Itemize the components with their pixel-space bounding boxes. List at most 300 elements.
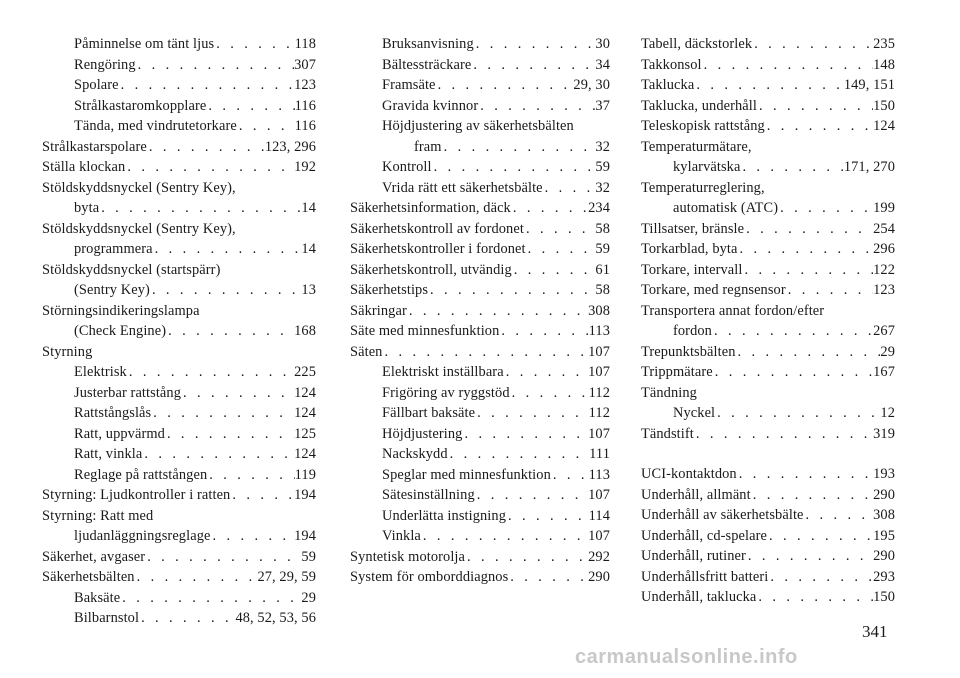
page-reference: 225: [294, 364, 316, 380]
index-term: Tillsatser, bränsle: [641, 220, 745, 237]
index-term-continuation: byta: [74, 200, 100, 216]
page-reference: 29: [880, 343, 895, 360]
dot-leader: [475, 403, 589, 424]
dot-leader: [736, 342, 881, 363]
page-reference: 37: [595, 97, 610, 114]
index-term-continuation: (Check Engine): [74, 323, 167, 339]
index-term: Underhållsfritt batteri: [641, 568, 769, 585]
dot-leader: [712, 321, 873, 342]
page-reference: 107: [588, 528, 610, 544]
dot-leader: [738, 239, 874, 260]
page-reference: 111: [589, 446, 610, 462]
index-term: Baksäte: [74, 589, 121, 606]
index-subentry: [350, 96, 610, 117]
index-entry: [42, 342, 316, 363]
index-entry: [42, 547, 316, 568]
page-reference: 171, 270: [843, 159, 895, 175]
dot-leader: [214, 34, 294, 55]
page-reference: 124: [294, 405, 316, 421]
dot-leader: [740, 157, 843, 178]
index-term: Säkerhetsinformation, däck: [350, 200, 511, 216]
index-term: Nackskydd: [382, 446, 448, 462]
index-term: Justerbar rattstång: [74, 384, 181, 401]
index-entry: [641, 301, 895, 342]
index-term: Styrning: Ratt med: [42, 507, 154, 524]
page-reference: 149, 151: [843, 77, 895, 93]
index-entry: [350, 301, 610, 322]
index-term: Säkerhetskontroll av fordonet: [350, 220, 524, 237]
index-term: Nyckel: [673, 405, 716, 421]
dot-leader: [153, 239, 302, 260]
dot-leader: [786, 280, 873, 301]
page-reference: 107: [588, 364, 610, 380]
dot-leader: [147, 137, 265, 158]
index-entry: [641, 96, 895, 117]
dot-leader: [543, 178, 596, 199]
index-term: Reglage på rattstången: [74, 466, 208, 483]
page-reference: 192: [294, 159, 316, 175]
page-reference: 124: [873, 118, 895, 134]
index-subentry: [350, 444, 610, 465]
index-subentry: [641, 403, 895, 424]
index-term: Strålkastaromkopplare: [74, 97, 207, 114]
page-reference: 32: [595, 138, 610, 155]
index-entry: [641, 383, 895, 404]
index-term: Rengöring: [74, 56, 136, 73]
page-reference: 61: [595, 261, 610, 278]
index-entry: [641, 219, 895, 240]
dot-leader: [737, 464, 873, 485]
page-reference: 290: [873, 548, 895, 564]
index-term: Styrning: [42, 343, 93, 360]
page-reference: 27, 29, 59: [257, 569, 316, 585]
index-entry: [42, 260, 316, 301]
page-reference: 319: [873, 425, 895, 442]
index-entry: [350, 239, 610, 260]
index-entry: [641, 34, 895, 55]
index-term: Strålkastarspolare: [42, 138, 147, 155]
page-reference: 148: [873, 56, 895, 73]
index-term: UCI-kontaktdon: [641, 466, 737, 482]
index-subentry: [350, 526, 610, 547]
index-term: Underhåll, taklucka: [641, 589, 757, 605]
page-reference: 119: [294, 466, 316, 483]
page-reference: 199: [873, 200, 895, 216]
index-entry: [350, 547, 610, 568]
page-reference: 308: [588, 302, 610, 319]
dot-leader: [99, 198, 301, 219]
dot-leader: [751, 485, 873, 506]
index-column-3: [641, 34, 895, 608]
index-entry: [641, 116, 895, 137]
index-subentry: [350, 75, 610, 96]
dot-leader: [752, 34, 873, 55]
index-term: Torkare, intervall: [641, 261, 743, 278]
page-reference: 59: [595, 159, 610, 175]
index-entry: [641, 485, 895, 506]
index-entry: [42, 567, 316, 588]
index-entry: [641, 137, 895, 178]
page-reference: 124: [294, 384, 316, 401]
dot-leader: [139, 608, 235, 629]
index-entry: [350, 219, 610, 240]
dot-leader: [506, 506, 589, 527]
dot-leader: [551, 465, 589, 486]
index-term: Tändning: [641, 384, 697, 401]
index-entry: [641, 342, 895, 363]
dot-leader: [474, 34, 596, 55]
page-reference: 12: [880, 405, 895, 421]
index-term: Säte med minnesfunktion: [350, 323, 500, 339]
index-subentry: [42, 608, 316, 629]
page-reference: 267: [873, 323, 895, 339]
dot-leader: [768, 567, 873, 588]
index-term: Säkerhetsbälten: [42, 569, 135, 585]
index-term: Trippmätare: [641, 364, 713, 380]
index-subentry: [42, 75, 316, 96]
index-subentry: [42, 55, 316, 76]
dot-leader: [136, 55, 294, 76]
index-entry: [641, 505, 895, 526]
index-subentry: [350, 157, 610, 178]
index-subentry: [42, 403, 316, 424]
index-entry: [42, 219, 316, 260]
dot-leader: [765, 116, 873, 137]
index-entry: [641, 424, 895, 445]
page-reference: 114: [588, 507, 610, 524]
dot-leader: [120, 588, 301, 609]
page-reference: 32: [595, 179, 610, 196]
index-entry: [350, 260, 610, 281]
dot-leader: [465, 547, 588, 568]
index-term: Stöldskyddsnyckel (startspärr): [42, 261, 221, 278]
index-term: Styrning: Ljudkontroller i ratten: [42, 487, 231, 503]
index-term: Temperaturreglering,: [641, 179, 765, 196]
page-reference: 48, 52, 53, 56: [235, 610, 316, 626]
index-term: Syntetisk motorolja: [350, 548, 466, 565]
dot-leader: [511, 198, 588, 219]
index-term: Tändstift: [641, 425, 694, 442]
index-subentry: [350, 506, 610, 527]
index-entry: [42, 485, 316, 506]
dot-leader: [478, 96, 595, 117]
index-term: Elektrisk: [74, 364, 127, 380]
dot-leader: [230, 485, 294, 506]
page-reference: 123: [873, 282, 895, 298]
dot-leader: [210, 526, 294, 547]
index-term: Teleskopisk rattstång: [641, 118, 765, 134]
dot-leader: [504, 362, 588, 383]
index-term: Transportera annat fordon/efter: [641, 302, 825, 319]
page-reference: 107: [588, 487, 610, 503]
dot-leader: [524, 219, 595, 240]
index-term: Takkonsol: [641, 56, 702, 73]
page-reference: 107: [588, 343, 610, 360]
page-reference: 30: [595, 36, 610, 52]
page-reference: 194: [294, 487, 316, 503]
index-term: Säkerhetskontroller i fordonet: [350, 241, 526, 257]
index-term: Trepunktsbälten: [641, 343, 736, 360]
index-term-continuation: fram: [414, 138, 442, 155]
index-column-1: [42, 34, 316, 629]
dot-leader: [127, 362, 294, 383]
index-term: Säten: [350, 343, 383, 360]
page-reference: 308: [873, 507, 895, 523]
index-term-continuation: kylarvätska: [673, 159, 741, 175]
watermark: carmanualsonline.info: [575, 646, 798, 668]
index-term-continuation: ljudanläggningsreglage: [74, 528, 211, 544]
index-subentry: [42, 362, 316, 383]
index-subentry: [42, 116, 316, 137]
index-entry: [641, 587, 895, 608]
index-term: Underhåll, rutiner: [641, 548, 746, 564]
index-term: Torkarblad, byta: [641, 241, 738, 257]
index-term: Höjdjustering av säkerhetsbälten: [382, 118, 574, 134]
index-subentry: [350, 178, 610, 199]
dot-leader: [744, 219, 873, 240]
index-subentry: [350, 424, 610, 445]
index-term: Rattstångslås: [74, 405, 152, 421]
dot-leader: [804, 505, 874, 526]
dot-leader: [135, 567, 258, 588]
index-subentry: [350, 403, 610, 424]
dot-leader: [181, 383, 294, 404]
page-reference: 125: [294, 425, 316, 442]
dot-leader: [166, 321, 294, 342]
page-reference: 123, 296: [264, 138, 316, 155]
index-entry: [641, 75, 895, 96]
index-term: Taklucka, underhåll: [641, 97, 757, 114]
index-term: Fällbart baksäte: [382, 405, 476, 421]
page-reference: 58: [595, 282, 610, 298]
page-reference: 59: [301, 548, 316, 565]
page-reference: 293: [873, 568, 895, 585]
page-reference: 112: [588, 384, 610, 401]
index-entry: [641, 178, 895, 219]
page-reference: 307: [294, 56, 316, 73]
dot-leader: [442, 137, 596, 158]
index-term-continuation: programmera: [74, 241, 153, 257]
index-subentry: [350, 383, 610, 404]
page-reference: 113: [588, 466, 610, 483]
dot-leader: [526, 239, 596, 260]
page-reference: 290: [873, 486, 895, 503]
index-term: Elektriskt inställbara: [382, 364, 504, 380]
index-term: Stöldskyddsnyckel (Sentry Key),: [42, 179, 236, 196]
dot-leader: [510, 383, 589, 404]
page-reference: 116: [294, 97, 316, 114]
index-term: Påminnelse om tänt ljus: [74, 36, 215, 52]
page-reference: 118: [294, 36, 316, 52]
page-reference: 292: [588, 548, 610, 565]
index-term: Stöldskyddsnyckel (Sentry Key),: [42, 220, 236, 237]
page-reference: 116: [294, 118, 316, 134]
dot-leader: [715, 403, 880, 424]
index-subentry: [42, 444, 316, 465]
index-term: Underlätta instigning: [382, 507, 506, 524]
index-term: Vrida rätt ett säkerhetsbälte: [382, 179, 543, 196]
index-entry: [42, 301, 316, 342]
index-term: Vinkla: [382, 528, 421, 544]
page-reference: 107: [588, 425, 610, 442]
page-reference: 122: [873, 261, 895, 278]
index-term: Bilbarnstol: [74, 610, 140, 626]
index-term: Gravida kvinnor: [382, 97, 479, 114]
dot-leader: [767, 526, 873, 547]
dot-leader: [512, 260, 596, 281]
index-term: Speglar med minnesfunktion: [382, 466, 551, 483]
index-term: Frigöring av ryggstöd: [382, 384, 510, 401]
dot-leader: [237, 116, 295, 137]
page-reference: 14: [301, 241, 316, 257]
index-term: Torkare, med regnsensor: [641, 282, 786, 298]
index-term: Ställa klockan: [42, 159, 126, 175]
page-reference: 296: [873, 241, 895, 257]
dot-leader: [142, 444, 294, 465]
index-entry: [350, 567, 610, 588]
dot-leader: [207, 465, 294, 486]
index-term: Störningsindikeringslampa: [42, 302, 200, 319]
dot-leader: [702, 55, 873, 76]
index-subentry: [350, 116, 610, 157]
dot-leader: [407, 301, 588, 322]
index-term: Temperaturmätare,: [641, 138, 752, 155]
index-term: Tabell, däckstorlek: [641, 36, 753, 52]
page-reference: 168: [294, 323, 316, 339]
dot-leader: [382, 342, 588, 363]
index-term: Underhåll, allmänt: [641, 486, 751, 503]
index-term-continuation: (Sentry Key): [74, 282, 150, 298]
index-entry: [42, 506, 316, 547]
section-gap: [641, 444, 895, 464]
page-reference: 254: [873, 220, 895, 237]
index-subentry: [42, 588, 316, 609]
page-reference: 59: [595, 241, 610, 257]
dot-leader: [432, 157, 596, 178]
dot-leader: [421, 526, 588, 547]
index-subentry: [42, 383, 316, 404]
index-entry: [350, 342, 610, 363]
index-term-continuation: automatisk (ATC): [673, 200, 779, 216]
index-entry: [641, 260, 895, 281]
index-term: Underhåll, cd-spelare: [641, 527, 767, 544]
index-term: Höjdjustering: [382, 425, 463, 442]
page-reference: 167: [873, 364, 895, 380]
page-reference: 29, 30: [573, 77, 610, 93]
dot-leader: [756, 587, 873, 608]
index-term: Säkerhetstips: [350, 282, 429, 298]
page-reference: 150: [873, 97, 895, 114]
page-reference: 193: [873, 466, 895, 482]
index-entry: [641, 239, 895, 260]
dot-leader: [206, 96, 294, 117]
index-term: Framsäte: [382, 77, 436, 93]
index-term: Underhåll av säkerhetsbälte: [641, 507, 804, 523]
dot-leader: [508, 567, 588, 588]
page-reference: 34: [595, 56, 610, 73]
page-reference: 113: [588, 323, 610, 339]
index-term: Ratt, uppvärmd: [74, 425, 165, 442]
index-entry: [350, 198, 610, 219]
index-subentry: [350, 34, 610, 55]
dot-leader: [448, 444, 590, 465]
index-term: Säkerhetskontroll, utvändig: [350, 261, 512, 278]
page-reference: 124: [294, 446, 316, 462]
dot-leader: [694, 75, 843, 96]
dot-leader: [746, 546, 873, 567]
page-reference: 150: [873, 589, 895, 605]
index-term: Kontroll: [382, 159, 432, 175]
index-entry: [641, 362, 895, 383]
dot-leader: [778, 198, 873, 219]
index-term: Ratt, vinkla: [74, 446, 143, 462]
index-term: Bältessträckare: [382, 56, 472, 73]
index-subentry: [42, 96, 316, 117]
index-entry: [641, 526, 895, 547]
index-term: Taklucka: [641, 77, 695, 93]
dot-leader: [713, 362, 873, 383]
index-term-continuation: fordon: [673, 323, 712, 339]
page-reference: 29: [301, 589, 316, 606]
index-term: Säkringar: [350, 302, 407, 319]
index-entry: [641, 464, 895, 485]
dot-leader: [119, 75, 294, 96]
dot-leader: [471, 55, 595, 76]
page-reference: 290: [588, 569, 610, 585]
page-reference: 13: [301, 282, 316, 298]
dot-leader: [151, 403, 294, 424]
index-subentry: [350, 362, 610, 383]
index-entry: [641, 567, 895, 588]
index-subentry: [42, 465, 316, 486]
dot-leader: [145, 547, 301, 568]
index-entry: [641, 55, 895, 76]
index-subentry: [350, 55, 610, 76]
index-entry: [42, 137, 316, 158]
page-reference: 58: [595, 220, 610, 237]
index-entry: [641, 546, 895, 567]
page-reference: 194: [294, 528, 316, 544]
index-term: Säkerhet, avgaser: [42, 548, 146, 565]
dot-leader: [757, 96, 873, 117]
index-entry: [350, 321, 610, 342]
index-subentry: [42, 34, 316, 55]
index-subentry: [350, 485, 610, 506]
index-entry: [350, 280, 610, 301]
page-number: 341: [862, 622, 888, 641]
index-term: Bruksanvisning: [382, 36, 474, 52]
dot-leader: [150, 280, 301, 301]
index-term: Spolare: [74, 77, 119, 93]
index-term: System för omborddiagnos: [350, 569, 509, 585]
index-entry: [42, 178, 316, 219]
dot-leader: [742, 260, 873, 281]
dot-leader: [125, 157, 294, 178]
dot-leader: [694, 424, 873, 445]
index-subentry: [350, 465, 610, 486]
page-reference: 112: [588, 405, 610, 421]
index-subentry: [42, 424, 316, 445]
index-term: Tända, med vindrutetorkare: [74, 118, 237, 134]
dot-leader: [475, 485, 588, 506]
dot-leader: [436, 75, 574, 96]
index-column-2: [350, 34, 610, 588]
index-entry: [641, 280, 895, 301]
dot-leader: [462, 424, 588, 445]
page-reference: 14: [301, 200, 316, 216]
dot-leader: [428, 280, 595, 301]
dot-leader: [499, 321, 588, 342]
